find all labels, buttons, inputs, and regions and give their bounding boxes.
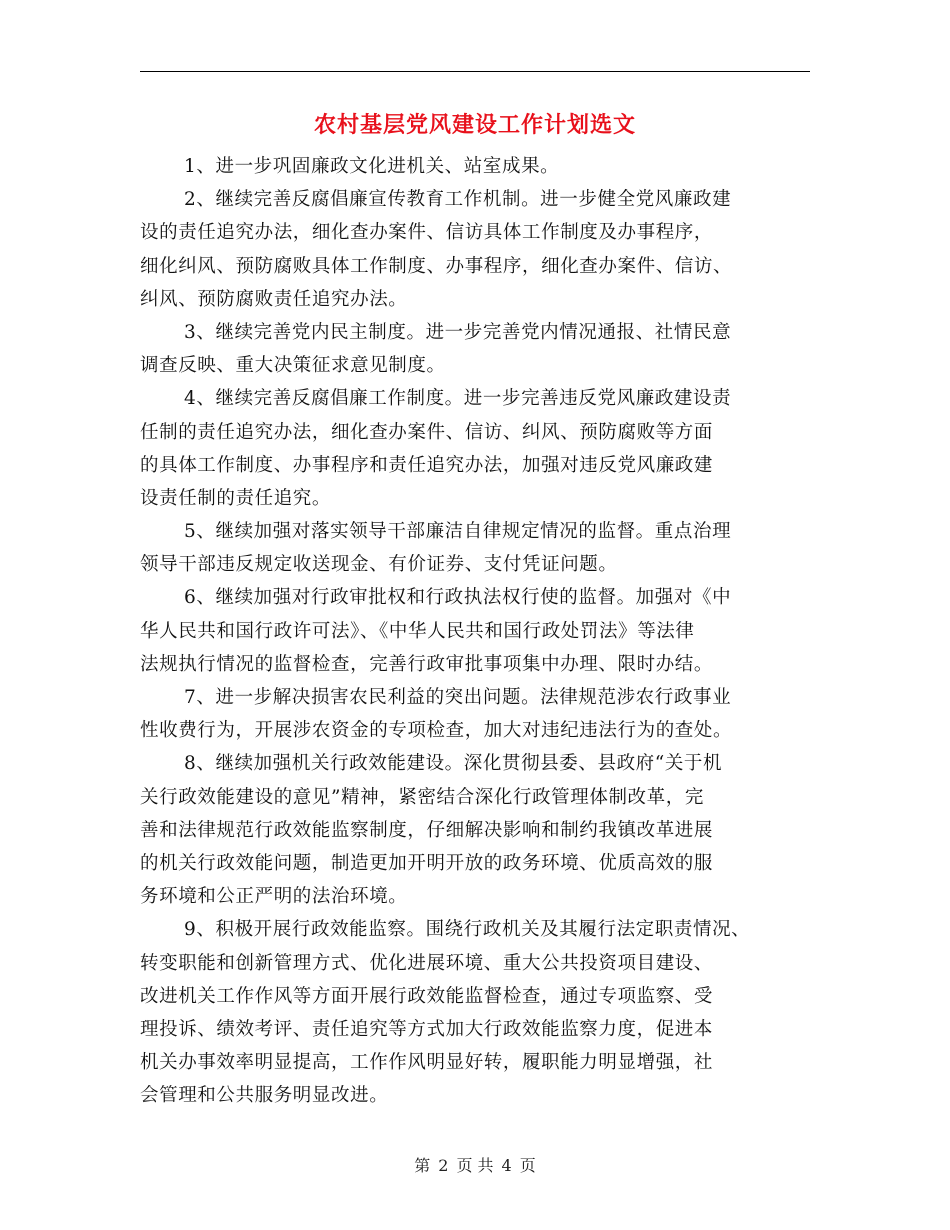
paragraph-line: 领导干部违反规定收送现金、有价证券、支付凭证问题。 xyxy=(140,554,618,576)
paragraph-line: 改进机关工作作风等方面开展行政效能监督检查，通过专项监察、受 xyxy=(140,985,714,1007)
paragraph-line: 1、进一步巩固廉政文化进机关、站室成果。 xyxy=(184,156,560,177)
page-suffix: 页 xyxy=(519,1156,536,1175)
paragraph xyxy=(140,581,812,681)
paragraph-line: 4、继续完善反腐倡廉工作制度。进一步完善违反党风廉政建设责 xyxy=(184,388,732,410)
paragraph-line: 9、积极开展行政效能监察。围绕行政机关及其履行法定职责情况、 xyxy=(184,919,751,941)
paragraph-line: 设责任制的责任追究。 xyxy=(140,487,332,509)
paragraph-line: 的机关行政效能问题，制造更加开明开放的政务环境、优质高效的服 xyxy=(140,852,714,874)
page-total: 4 xyxy=(501,1156,512,1175)
page-mid: 页 共 xyxy=(456,1156,494,1175)
header-rule xyxy=(140,71,810,72)
paragraph xyxy=(140,150,812,183)
paragraph-line: 会管理和公共服务明显改进。 xyxy=(140,1085,389,1107)
paragraph-line: 机关办事效率明显提高，工作作风明显好转，履职能力明显增强，社 xyxy=(140,1052,714,1074)
paragraph-line: 华人民共和国行政许可法》、《中华人民共和国行政处罚法》等法律 xyxy=(140,620,695,642)
paragraph-line: 设的责任追究办法，细化查办案件、信访具体工作制度及办事程序， xyxy=(140,222,714,244)
document-body xyxy=(140,150,812,1112)
paragraph-line: 6、继续加强对行政审批权和行政执法权行使的监督。加强对《中 xyxy=(184,587,732,609)
paragraph-line: 关行政效能建设的意见”精神，紧密结合深化行政管理体制改革，完 xyxy=(140,786,704,808)
paragraph-line: 8、继续加强机关行政效能建设。深化贯彻县委、县政府“关于机 xyxy=(184,753,723,775)
page-footer xyxy=(0,1153,950,1176)
paragraph-line: 5、继续加强对落实领导干部廉洁自律规定情况的监督。重点治理 xyxy=(184,521,732,543)
paragraph-line: 务环境和公正严明的法治环境。 xyxy=(140,886,408,908)
document-title: 农村基层党风建设工作计划选文 xyxy=(313,113,636,138)
paragraph-line: 3、继续完善党内民主制度。进一步完善党内情况通报、社情民意 xyxy=(184,321,732,343)
paragraph-line: 转变职能和创新管理方式、优化进展环境、重大公共投资项目建设、 xyxy=(140,952,714,974)
paragraph-line: 7、进一步解决损害农民利益的突出问题。法律规范涉农行政事业 xyxy=(184,687,732,708)
paragraph xyxy=(140,681,812,747)
paragraph-line: 细化纠风、预防腐败具体工作制度、办事程序，细化查办案件、信访、 xyxy=(140,255,733,277)
paragraph-line: 的具体工作制度、办事程序和责任追究办法，加强对违反党风廉政建 xyxy=(140,454,714,476)
paragraph xyxy=(140,913,812,1112)
paragraph xyxy=(140,316,812,382)
page-current: 2 xyxy=(438,1156,449,1175)
paragraph xyxy=(140,747,812,913)
paragraph xyxy=(140,183,812,316)
paragraph-line: 纠风、预防腐败责任追究办法。 xyxy=(140,288,408,310)
paragraph-line: 法规执行情况的监督检查，完善行政审批事项集中办理、限时办结。 xyxy=(140,653,714,675)
paragraph-line: 2、继续完善反腐倡廉宣传教育工作机制。进一步健全党风廉政建 xyxy=(184,189,732,211)
page-prefix: 第 xyxy=(414,1156,431,1175)
paragraph-line: 任制的责任追究办法，细化查办案件、信访、纠风、预防腐败等方面 xyxy=(140,421,714,443)
paragraph-line: 性收费行为，开展涉农资金的专项检查，加大对违纪违法行为的查处。 xyxy=(140,720,733,742)
paragraph-line: 善和法律规范行政效能监察制度，仔细解决影响和制约我镇改革进展 xyxy=(140,819,714,841)
paragraph-line: 理投诉、绩效考评、责任追究等方式加大行政效能监察力度，促进本 xyxy=(140,1018,714,1040)
paragraph-line: 调查反映、重大决策征求意见制度。 xyxy=(140,355,446,377)
paragraph xyxy=(140,382,812,515)
paragraph xyxy=(140,515,812,581)
